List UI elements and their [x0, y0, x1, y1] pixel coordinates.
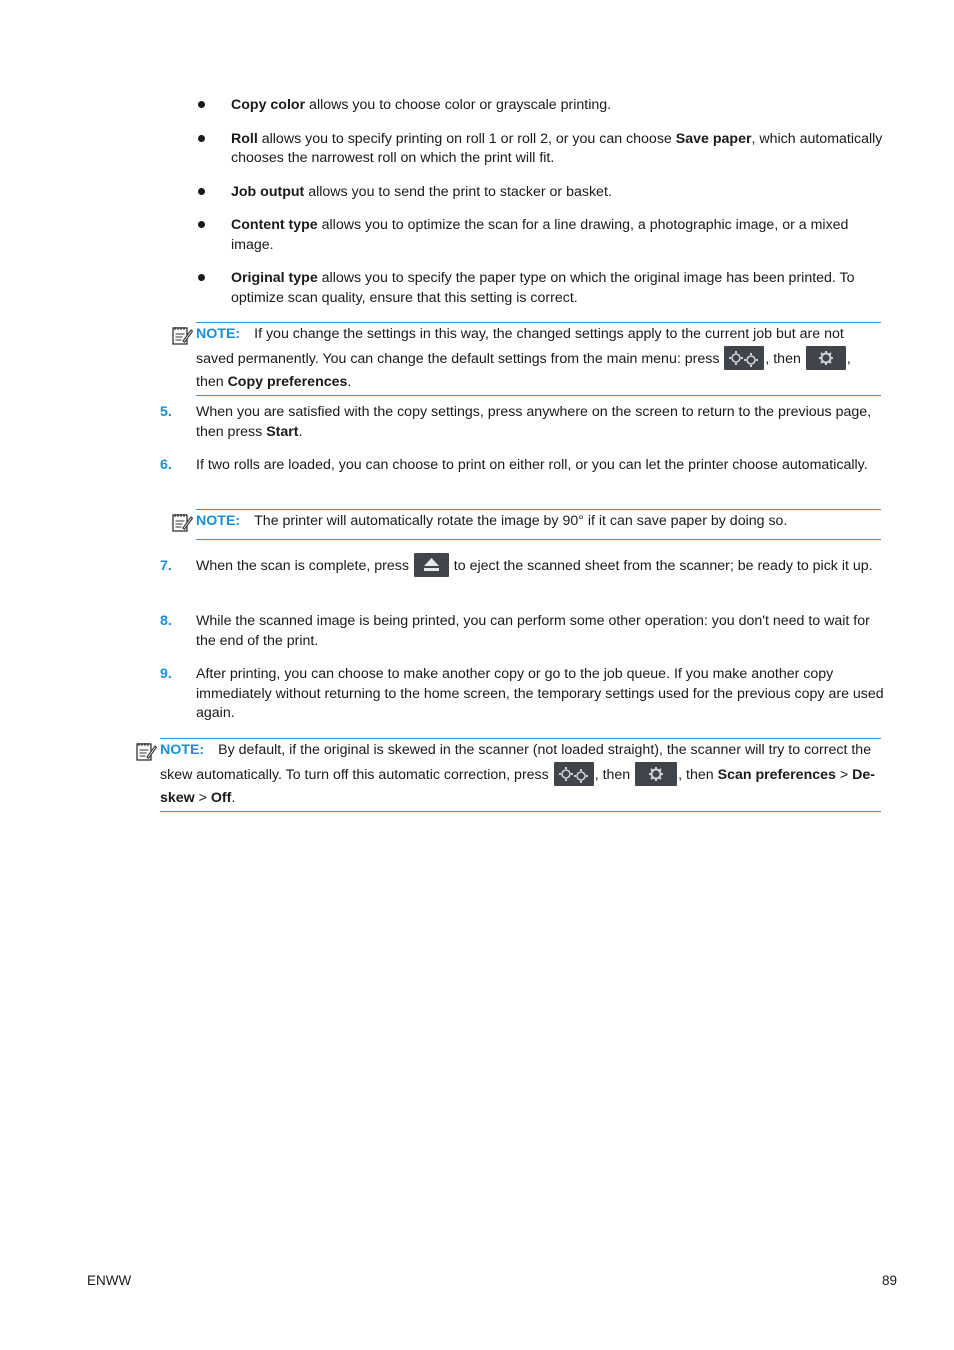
- list-item: Copy color allows you to choose color or grayscale printing.: [196, 96, 886, 116]
- step-number: 7.: [160, 558, 172, 574]
- step-7: 7. When the scan is complete, press to eject the scanned sheet from the scanner; be ready to pick it up.: [160, 554, 885, 578]
- list-item: Job output allows you to send the print to stacker or basket.: [196, 183, 886, 203]
- note-icon: [171, 511, 193, 533]
- step-6: 6. If two rolls are loaded, you can choose to print on either roll, or you can let the printer choose automatically.: [160, 456, 885, 476]
- note-box: NOTE: The printer will automatically rotate the image by 90° if it can save paper by doing so.: [196, 509, 881, 540]
- step-5: 5. When you are satisfied with the copy settings, press anywhere on the screen to return to the previous page, then press Start.: [160, 404, 872, 440]
- step-number: 9.: [160, 666, 172, 682]
- list-item: Original type allows you to specify the paper type on which the original image has been printed. To optimize scan quality, ensure that this setting is correct.: [196, 269, 886, 308]
- note-box: NOTE: If you change the settings in this way, the changed settings apply to the current job but are not saved permanently. You can change the default settings from the main menu: press , then , then Copy preferences.: [196, 322, 881, 396]
- footer-left: ENWW: [87, 1273, 132, 1288]
- note-label: NOTE:: [160, 742, 205, 758]
- list-item: Content type allows you to optimize the scan for a line drawing, a photographic image, or a mixed image.: [196, 216, 886, 255]
- step-number: 6.: [160, 457, 172, 473]
- note-box: NOTE: By default, if the original is skewed in the scanner (not loaded straight), the scanner will try to correct the skew automatically. To turn off this automatic correction, press , then , then Scan preferences > De-skew > Off.: [160, 738, 881, 812]
- step-8: 8. While the scanned image is being printed, you can perform some other operation: you don't need to wait for the end of the print.: [160, 613, 870, 649]
- gear-icon[interactable]: [806, 346, 846, 370]
- settings-gears-icon[interactable]: [554, 762, 594, 786]
- options-list: [196, 96, 886, 322]
- step-number: 8.: [160, 613, 172, 629]
- step-9: 9. After printing, you can choose to make another copy or go to the job queue. If you make another copy immediately without returning to the home screen, the temporary settings used for the previous copy are used again.: [160, 666, 884, 721]
- note-icon: [171, 324, 193, 346]
- note-label: NOTE:: [196, 326, 241, 342]
- gear-icon[interactable]: [635, 762, 677, 786]
- settings-gears-icon[interactable]: [724, 346, 764, 370]
- eject-icon[interactable]: [414, 553, 449, 577]
- note-label: NOTE:: [196, 513, 241, 529]
- list-item: Roll allows you to specify printing on roll 1 or roll 2, or you can choose Save paper, which automatically chooses the narrowest roll on which the print will fit.: [196, 130, 886, 169]
- step-number: 5.: [160, 404, 172, 420]
- note-icon: [135, 740, 157, 762]
- page-number: 89: [881, 1273, 897, 1288]
